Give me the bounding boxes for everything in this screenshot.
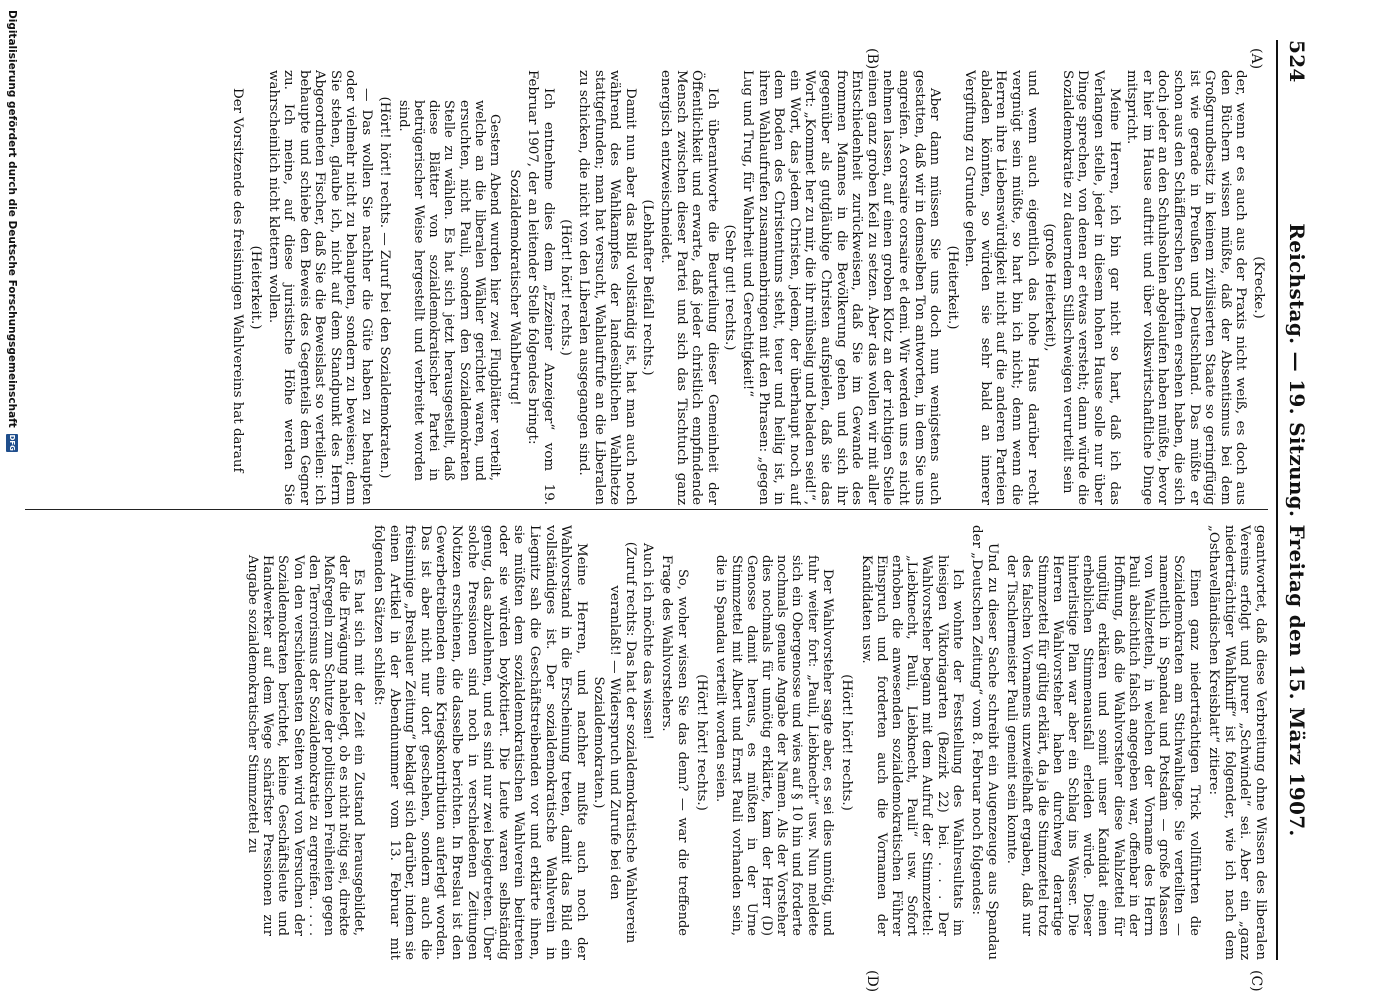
left-column [20, 70, 1268, 505]
quotation: So, woher wissen Sie das denn? — war die treffende Frage des Wahlvorstehers. [659, 555, 690, 936]
interjection: (Zuruf rechts: Das hat der sozialdemokratische Wahlverein veranlaßt! — Widerspruch und Zurufe bei den Sozialdemokraten.) [591, 541, 638, 944]
margin-marker-d: (D) [864, 970, 880, 993]
paragraph: Aber dann müssen Sie uns doch nun wenigstens auch gestatten, daß wir in demselben Ton antworten, in dem Sie uns angreifen. A corsaire corsaire et demi. Wir werden uns es nicht nehmen lassen, auf einen groben Klotz an der richtigen Stelle einen ganz groben Keil zu setzen. Aber das wollen wir mit aller Entschiedenheit zurückweisen, daß Sie im Gewande des frommen Mannes in die Bevölkerung gehen und sich ihr gegenüber als gutgläubige Christen aufspielen, daß sie das Wort: „Kommet her zu mir, die ihr mühselig und beladen seid!“, ein Wort, das jedem Christen, jedem, der überhaupt noch auf dem Boden des Christentums steht, teuer und heilig ist, in ihren Wahlaufrufen zusammenbringen mit den Phrasen: „gegen Lug und Trug, für Wahrheit und Gerechtigkeit!“ [740, 70, 943, 505]
paragraph: Meine Herren, und nachher mußte auch noch der Wahlvorstand in die Erscheinung treten, damit das Bild ein vollständiges ist. Der sozialdemokratische Wahlverein in Liegnitz sah die Geschäftstreibenden vor und erklärte ihnen, sie müßten dem sozialdemokratischen Wahlverein beitreten oder sie würden boykottiert. Die Leute waren selbständig genug, das abzulehnen, und es sind nur zwei beigetreten. Über solche Pressionen sind noch in verschiedenen Zeitungen Notizen erschienen, die dasselbe berichten. In Breslau ist den Gewerbetreibenden eine Kriegskontribution auferlegt worden. Das ist aber nicht nur dort geschehen, sondern auch die freisinnige „Breslauer Zeitung“ beklagt sich darüber, indem sie einen Artikel in der Abendnummer vom 13. Februar mit folgenden Sätzen schließt: [371, 525, 589, 960]
quotation: Einen ganz niederträchtigen Trick vollführten die Sozialdemokraten am Stichwahltage. Sie verteilten — namentlich in Spandau und Potsdam — große Massen von Wahlzetteln, in welchen der Vorname des Herrn Pauli absichtlich falsch angegeben war, offenbar in der Hoffnung, daß die Wahlvorsteher diese Wahlzettel für ungültig erklären und somit unser Kandidat einen erheblichen Stimmenausfall erleiden würde. Dieser hinterlistige Plan war aber ein Schlag ins Wasser. Die Herren Wahlvorsteher haben durchweg derartige Stimmzettel für gültig erklärt, da ja die Stimmzettel trotz des falschen Vornamens unzweifelhaft ergaben, daß nur der Tischlermeister Pauli gemeint sein konnte. [1004, 555, 1202, 936]
interjection: (Hört! hört! rechts.) [694, 674, 710, 811]
interjection: (Hört! hört! rechts.) [839, 674, 855, 811]
paragraph: — Das wollen Sie nachher die Güte haben zu behaupten oder vielmehr nicht zu behaupten, sondern zu beweisen; denn Sie stehen, glaube ich, nicht auf dem Standpunkt des Herrn Abgeordneten Fischer, daß Sie die Beweislast so verteilen: ich behaupte und schiebe den Beweis des Gegenteils dem Gegner zu. Ich meine, auf diese juristische Höhe werden Sie wahrscheinlich nicht klettern wollen. [265, 70, 375, 505]
paragraph: Ich entnehme dies dem „Ezzeiner Anzeiger“ vom 19. Februar 1907, der an leitender Stelle folgendes bringt: [525, 70, 556, 505]
page-number: 524 [1285, 40, 1309, 83]
quotation: Der Wahlvorsteher sagte aber, es sei dies unnötig, und fuhr weiter fort: „Pauli, Liebknecht“ usw. Nun meldete sich ein Obergenosse und wies auf § 10 hin und forderte nochmals genaue Angabe der Namen. Als der Vorsteher dies nochmals für unnötig erklärte, kam der Herr (D) Genosse damit heraus, es müßten in der Urne Stimmzettel mit Albert und Ernst Pauli vorhanden sein, die in Spandau verteilt worden seien. [713, 555, 835, 936]
paragraph: Meine Herren, ich bin gar nicht so hart, daß ich das Verlangen stelle, jeder in diesem hohen Hause solle nur über Dinge sprechen, von denen er etwas versteht; dann würde die Sozialdemokratie zu dauerndem Stillschweigen verurteilt sein [1059, 70, 1122, 505]
quotation: Ich wohnte der Feststellung des Wahlresultats im hiesigen Viktoriagarten (Bezirk 22) bei. . . . Der Wahlvorsteher begann mit dem Aufruf der Stimmzettel: „Liebknecht, Pauli, Liebknecht, Pauli“ usw. Sofort erhoben die anwesenden sozialdemokratischen Führer Einspruch und forderten auch die Vornamen der Kandidaten usw. [858, 555, 965, 936]
interjection: (Heiterkeit.) [247, 245, 263, 330]
quote-title: Sozialdemokratischer Wahlbetrug! [506, 169, 522, 406]
credit-text: Digitalisierung gefördert durch die Deutsche Forschungsgemeinschaft [6, 10, 18, 428]
dfg-logo: DFG [8, 434, 16, 451]
interjection: (große Heiterkeit), [1042, 223, 1058, 352]
paragraph: Damit nun aber das Bild vollständig ist, hat man auch noch während des Wahlkampfes der landesüblichen Wahlhetze stattgefunden; man hat versucht, Wahlaufrufe an die Liberalen zu schicken, die nicht von den Liberalen ausgegangen sind. [576, 70, 638, 505]
paragraph: Auch ich möchte das wissen! [640, 543, 656, 740]
page-header [1282, 40, 1312, 960]
interjection: (Lebhafter Beifall rechts.) [640, 199, 656, 376]
quotation: Gestern Abend wurden hier zwei Flugblätter verteilt, welche an die liberalen Wähler gerichtet waren, und ersuchten, nicht Pauli, sondern den Sozialdemokraten Stelle zu wählen. Es hat sich jetzt herausgestellt, daß diese Blätter von sozialdemokratischer Partei in betrügerischer Weise hergestellt und verbreitet worden sind. [395, 100, 503, 481]
header-rule [1276, 40, 1278, 960]
paragraph: geantwortet, daß diese Verbreitung ohne Wissen des liberalen Vereins erfolgt und purer „Schwindel“ sei. Aber ein „ganz niederträchtiger Wahlkniff“ ist folgender, wie ich nach dem „Osthavelländischen Kreisblatt“ zitiere: [1206, 525, 1268, 960]
interjection: (Hört! hört! rechts. — Zuruf bei den Sozialdemokraten.) [376, 96, 392, 479]
margin-marker-a: (A) [1248, 48, 1264, 70]
digitization-credit [4, 10, 20, 990]
paragraph: Und zu dieser Sache schreibt ein Augenzeuge aus Spandau der „Deutschen Zeitung“ vom 8. Februar noch folgendes: [969, 525, 1000, 960]
running-title: Reichstag. — 19. Sitzung. Freitag den 15. März 1907. [1285, 223, 1309, 837]
right-column [20, 525, 1268, 960]
paragraph: der, wenn er es auch aus der Praxis nicht weiß, es doch aus den Büchern wissen müßte, daß der Absentismus bei dem Großgrundbesitz in keinem zivilisierten Staate so geringfügig ist wie gerade in Preußen und Deutschland. Das müßte er schon aus den Schäfflerschen Schriften ersehen haben, die sich doch jeder an den Schuhsohlen abgelaufen haben müßte, bevor er hier im Hause auftritt und über volkswirtschaftliche Dinge mitspricht. [1124, 70, 1249, 505]
paragraph: Der Vorsitzende des freisinnigen Wahlvereins hat darauf [230, 88, 246, 473]
paragraph: Ich überantworte die Beurteilung dieser Gemeinheit der Öffentlichkeit und erwarte, daß jeder christlich empfindende Mensch zwischen dieser Partei und sich das Tischtuch ganz energisch entzweischneidet. [658, 70, 720, 505]
quotation: Es hat sich mit der Zeit ein Zustand herausgebildet, der die Erwägung nahelegt, ob es nicht nötig sei, direkte Maßregeln zum Schutze der politischen Freiheiten gegen den Terrorismus der Sozialdemokratie zu ergreifen. . . . . Von den verschiedensten Seiten wird von Versuchen der Sozialdemokraten berichtet, kleine Geschäftsleute und Handwerker auf dem Wege schärfster Pressionen zur Angabe sozialdemokratischer Stimmzettel zu [245, 555, 367, 936]
paragraph: und wenn auch eigentlich das hohe Haus darüber recht vergnügt sein müßte, so hart bin ich nicht; denn wenn die Herren ihre Liebenswürdigkeit nicht auf die anderen Parteien abladen könnten, so würden sie sehr bald an innerer Vergiftung zu Grunde gehen. [962, 70, 1040, 505]
column-divider [25, 509, 1268, 510]
margin-marker-c: (C) [1248, 970, 1264, 992]
speaker-tag: (Krecke.) [1251, 256, 1266, 319]
interjection: (Heiterkeit.) [944, 245, 960, 330]
interjection: (Sehr gut! rechts.) [722, 224, 738, 351]
margin-marker-b: (B) [864, 48, 880, 70]
interjection: (Hört! hört! rechts.) [558, 219, 574, 356]
